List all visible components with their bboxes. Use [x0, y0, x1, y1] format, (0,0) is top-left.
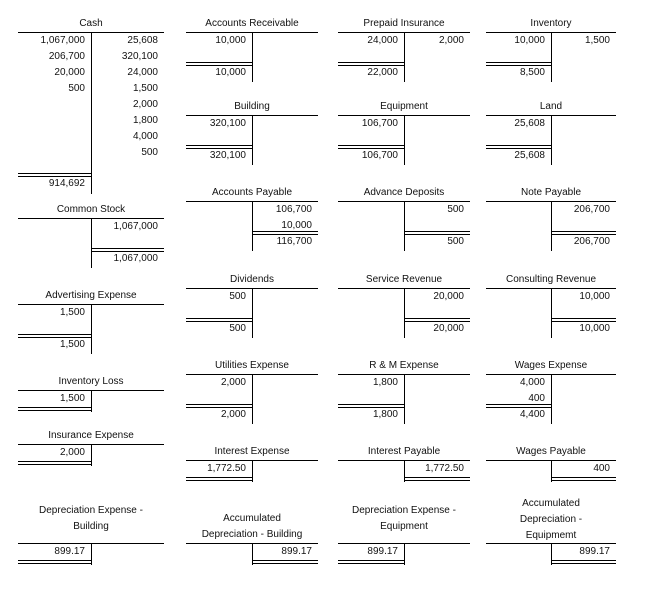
t-account-divider: [404, 543, 405, 565]
account-title: Note Payable: [520, 187, 582, 198]
t-account-divider: [551, 201, 552, 251]
t-account-land: [486, 99, 616, 165]
t-account-accounts-payable: [186, 185, 318, 251]
t-account-wages-payable: [486, 444, 616, 482]
t-account-divider: [91, 543, 92, 565]
account-title: Wages Payable: [516, 446, 586, 457]
debit-entry: 320,100: [209, 118, 246, 129]
debit-entry: 106,700: [361, 118, 398, 129]
debit-entry: 24,000: [367, 35, 398, 46]
account-title: Utilities Expense: [215, 360, 289, 371]
account-title: Common Stock: [56, 204, 126, 215]
t-account-wages-expense: [486, 358, 616, 424]
debit-entry: 1,500: [59, 393, 85, 404]
t-account-divider: [404, 115, 405, 165]
t-account-divider: [252, 288, 253, 338]
credit-entry: 1,067,000: [113, 221, 158, 232]
entry-underline: [18, 560, 91, 564]
debit-entry: 500: [229, 291, 246, 302]
credit-entry: 4,000: [132, 131, 158, 142]
debit-entry: 2,000: [59, 447, 85, 458]
balance-value: 4,400: [519, 409, 545, 420]
credit-entry: 500: [447, 204, 464, 215]
t-account-divider: [91, 304, 92, 354]
debit-entry: 1,800: [372, 377, 398, 388]
credit-entry: 899.17: [579, 546, 610, 557]
debit-entry: 899.17: [54, 546, 85, 557]
t-account-inventory: [486, 16, 616, 82]
t-account-inventory-loss: [18, 374, 164, 412]
debit-entry: 2,000: [220, 377, 246, 388]
account-title: Equipment: [380, 101, 428, 112]
entry-underline: [551, 560, 616, 564]
t-account-divider: [91, 390, 92, 412]
t-account-divider: [252, 32, 253, 82]
account-title: Consulting Revenue: [505, 274, 597, 285]
balance-value: 22,000: [367, 67, 398, 78]
balance-value: 116,700: [276, 236, 312, 247]
debit-entry: 1,772.50: [207, 463, 246, 474]
t-account-utilities-expense: [186, 358, 318, 424]
account-title: Advance Deposits: [363, 187, 445, 198]
balance-value: 1,067,000: [113, 253, 158, 264]
t-account-cash: [18, 16, 164, 194]
entry-underline: [551, 477, 616, 481]
debit-entry: 10,000: [514, 35, 545, 46]
balance-value: 206,700: [573, 236, 610, 247]
account-title: Interest Payable: [367, 446, 441, 457]
account-title: R & M Expense: [369, 360, 439, 371]
account-title: Cash: [79, 18, 103, 29]
debit-entry: 1,067,000: [40, 35, 85, 46]
balance-value: 106,700: [361, 150, 398, 161]
t-account-common-stock: [18, 202, 164, 268]
credit-entry: 500: [141, 147, 158, 158]
balance-value: 20,000: [433, 323, 464, 334]
account-title: Insurance Expense: [48, 430, 134, 441]
balance-value: 1,500: [59, 339, 85, 350]
t-account-divider: [252, 115, 253, 165]
t-account-divider: [252, 201, 253, 251]
t-account-dividends: [186, 272, 318, 338]
account-title: Inventory: [530, 18, 572, 29]
t-account-accumulated-depreciation-building: [186, 511, 318, 565]
debit-entry: 899.17: [367, 546, 398, 557]
credit-entry: 2,000: [438, 35, 464, 46]
t-account-insurance-expense: [18, 428, 164, 466]
t-account-divider: [91, 218, 92, 268]
balance-value: 500: [447, 236, 464, 247]
debit-entry: 20,000: [54, 67, 85, 78]
t-account-r-m-expense: [338, 358, 470, 424]
t-account-depreciation-expense-equipment: [338, 503, 470, 565]
debit-entry: 206,700: [48, 51, 85, 62]
t-account-service-revenue: [338, 272, 470, 338]
t-account-divider: [404, 288, 405, 338]
credit-entry: 24,000: [127, 67, 158, 78]
t-account-divider: [91, 32, 92, 194]
credit-entry: 2,000: [132, 99, 158, 110]
t-account-divider: [91, 444, 92, 466]
account-title: Prepaid Insurance: [363, 18, 445, 29]
debit-entry: 4,000: [519, 377, 545, 388]
debit-entry: 10,000: [215, 35, 246, 46]
t-account-divider: [252, 374, 253, 424]
balance-value: 500: [229, 323, 246, 334]
credit-entry: 1,800: [132, 115, 158, 126]
t-account-accumulated-depreciation-equipmemt: [486, 496, 616, 565]
t-account-advance-deposits: [338, 185, 470, 251]
t-account-prepaid-insurance: [338, 16, 470, 82]
credit-entry: 1,500: [584, 35, 610, 46]
account-title: Advertising Expense: [45, 290, 137, 301]
credit-entry: 899.17: [281, 546, 312, 557]
t-account-equipment: [338, 99, 470, 165]
balance-value: 320,100: [209, 150, 246, 161]
credit-entry: 1,772.50: [425, 463, 464, 474]
t-account-accounts-receivable: [186, 16, 318, 82]
credit-entry: 10,000: [579, 291, 610, 302]
credit-entry: 1,500: [132, 83, 158, 94]
t-account-note-payable: [486, 185, 616, 251]
t-account-divider: [551, 32, 552, 82]
account-title: Inventory Loss: [58, 376, 124, 387]
credit-entry: 20,000: [433, 291, 464, 302]
account-title: Accumulated Depreciation - Building: [201, 513, 303, 540]
credit-entry: 400: [593, 463, 610, 474]
t-account-consulting-revenue: [486, 272, 616, 338]
account-title: Accounts Payable: [211, 187, 293, 198]
balance-value: 2,000: [220, 409, 246, 420]
entry-underline: [186, 477, 252, 481]
t-account-divider: [404, 201, 405, 251]
t-account-divider: [252, 460, 253, 482]
t-account-interest-payable: [338, 444, 470, 482]
balance-value: 914,692: [48, 178, 85, 189]
t-account-building: [186, 99, 318, 165]
credit-entry: 10,000: [281, 220, 312, 231]
debit-entry: 1,500: [59, 307, 85, 318]
credit-entry: 25,608: [127, 35, 158, 46]
credit-entry: 106,700: [275, 204, 312, 215]
account-title: Interest Expense: [214, 446, 290, 457]
account-title: Depreciation Expense - Building: [39, 505, 143, 532]
entry-underline: [338, 560, 404, 564]
account-title: Depreciation Expense - Equipment: [352, 505, 456, 532]
t-account-divider: [551, 288, 552, 338]
account-title: Accumulated Depreciation - Equipmemt: [519, 498, 583, 541]
t-account-advertising-expense: [18, 288, 164, 354]
t-account-divider: [404, 32, 405, 82]
credit-entry: 206,700: [573, 204, 610, 215]
balance-value: 25,608: [514, 150, 545, 161]
account-title: Dividends: [230, 274, 274, 285]
t-account-depreciation-expense-building: [18, 503, 164, 565]
t-account-divider: [404, 374, 405, 424]
balance-value: 8,500: [519, 67, 545, 78]
debit-entry: 400: [528, 393, 545, 404]
account-title: Building: [234, 101, 270, 112]
entry-underline: [18, 461, 91, 465]
t-account-divider: [551, 374, 552, 424]
balance-value: 10,000: [215, 67, 246, 78]
balance-value: 1,800: [372, 409, 398, 420]
entry-underline: [252, 560, 318, 564]
debit-entry: 500: [68, 83, 85, 94]
entry-underline: [404, 477, 470, 481]
t-account-divider: [551, 115, 552, 165]
account-title: Accounts Receivable: [205, 18, 299, 29]
credit-entry: 320,100: [121, 51, 158, 62]
account-title: Service Revenue: [365, 274, 443, 285]
account-title: Land: [539, 101, 563, 112]
balance-value: 10,000: [579, 323, 610, 334]
t-account-interest-expense: [186, 444, 318, 482]
debit-entry: 25,608: [514, 118, 545, 129]
account-title: Wages Expense: [514, 360, 588, 371]
entry-underline: [18, 407, 91, 411]
